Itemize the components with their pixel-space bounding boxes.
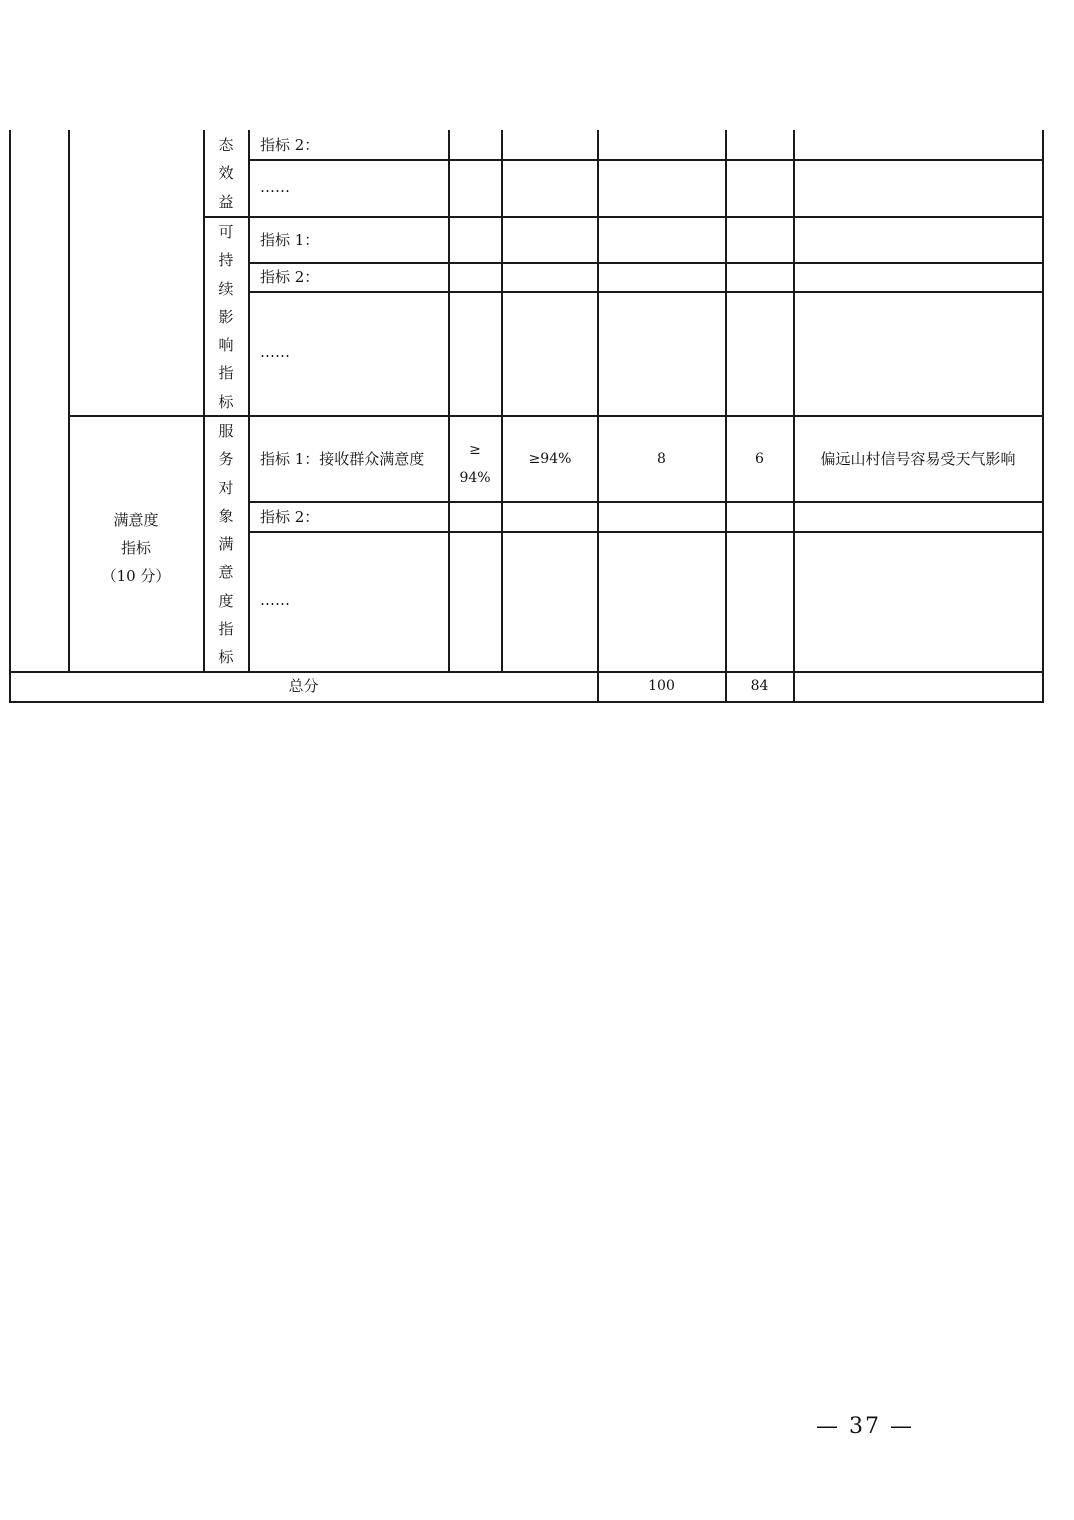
category-char: 态: [218, 136, 234, 154]
category-char: 满: [218, 535, 234, 554]
indicator-cell: ……: [260, 178, 290, 196]
table-grid-line: [248, 501, 1044, 503]
category-char: 持: [218, 251, 234, 270]
indicator-cell: 指标 1：: [260, 231, 320, 249]
satisfaction-category-label: [69, 506, 203, 590]
table-grid-line: [448, 130, 450, 672]
category-char: 标: [218, 648, 234, 667]
table-grid-line: [203, 216, 1044, 218]
service-satisfaction-category: [203, 417, 249, 672]
weight-cell: 8: [657, 451, 666, 467]
category-char: 可: [218, 223, 234, 241]
category-char: 效: [218, 164, 234, 183]
table-grid-line: [501, 130, 503, 672]
target-cell: [449, 436, 501, 492]
page-number: — 37 —: [816, 1414, 914, 1439]
total-score: 84: [750, 678, 769, 694]
category-char: 度: [218, 591, 234, 610]
category-line: 指标: [120, 539, 151, 557]
category-char: 意: [218, 563, 234, 582]
total-label: 总分: [288, 677, 319, 695]
indicator-cell: ……: [260, 591, 290, 609]
actual-cell: ≥94%: [528, 451, 572, 467]
table-grid-line: [248, 291, 1044, 293]
table-grid-line: [248, 159, 1044, 161]
table-grid-line: [248, 262, 1044, 264]
category-line: （10 分）: [101, 567, 171, 585]
target-line: ≥: [469, 442, 481, 458]
eco-benefit-category: [203, 131, 249, 216]
indicator-cell: 指标 2：: [260, 508, 320, 526]
sustain-impact-category: [203, 218, 249, 416]
note-cell: 偏远山村信号容易受天气影响: [820, 450, 1016, 468]
table-border-bottom: [9, 701, 1044, 703]
indicator-cell: 指标 2：: [260, 136, 320, 154]
category-char: 续: [218, 279, 234, 298]
indicator-cell: ……: [260, 343, 290, 361]
table-grid-line: [9, 671, 1044, 673]
table-grid-line: [248, 531, 1044, 533]
category-char: 指: [218, 620, 234, 639]
category-char: 响: [218, 336, 234, 355]
category-char: 影: [218, 307, 234, 326]
indicator-cell: 指标 2：: [260, 268, 320, 286]
category-char: 对: [218, 478, 234, 497]
total-weight: 100: [648, 678, 675, 694]
score-cell: 6: [755, 451, 764, 467]
category-char: 指: [218, 364, 234, 383]
category-char: 象: [218, 506, 234, 525]
category-char: 务: [218, 450, 234, 469]
table-grid-line: [68, 130, 70, 672]
table-border-left: [9, 130, 11, 702]
category-char: 益: [218, 192, 234, 211]
category-line: 满意度: [113, 511, 159, 529]
category-char: 服: [218, 422, 234, 440]
category-char: 标: [218, 392, 234, 411]
indicator-cell: 指标 1：接收群众满意度: [260, 450, 425, 468]
target-line: 94%: [459, 470, 491, 486]
